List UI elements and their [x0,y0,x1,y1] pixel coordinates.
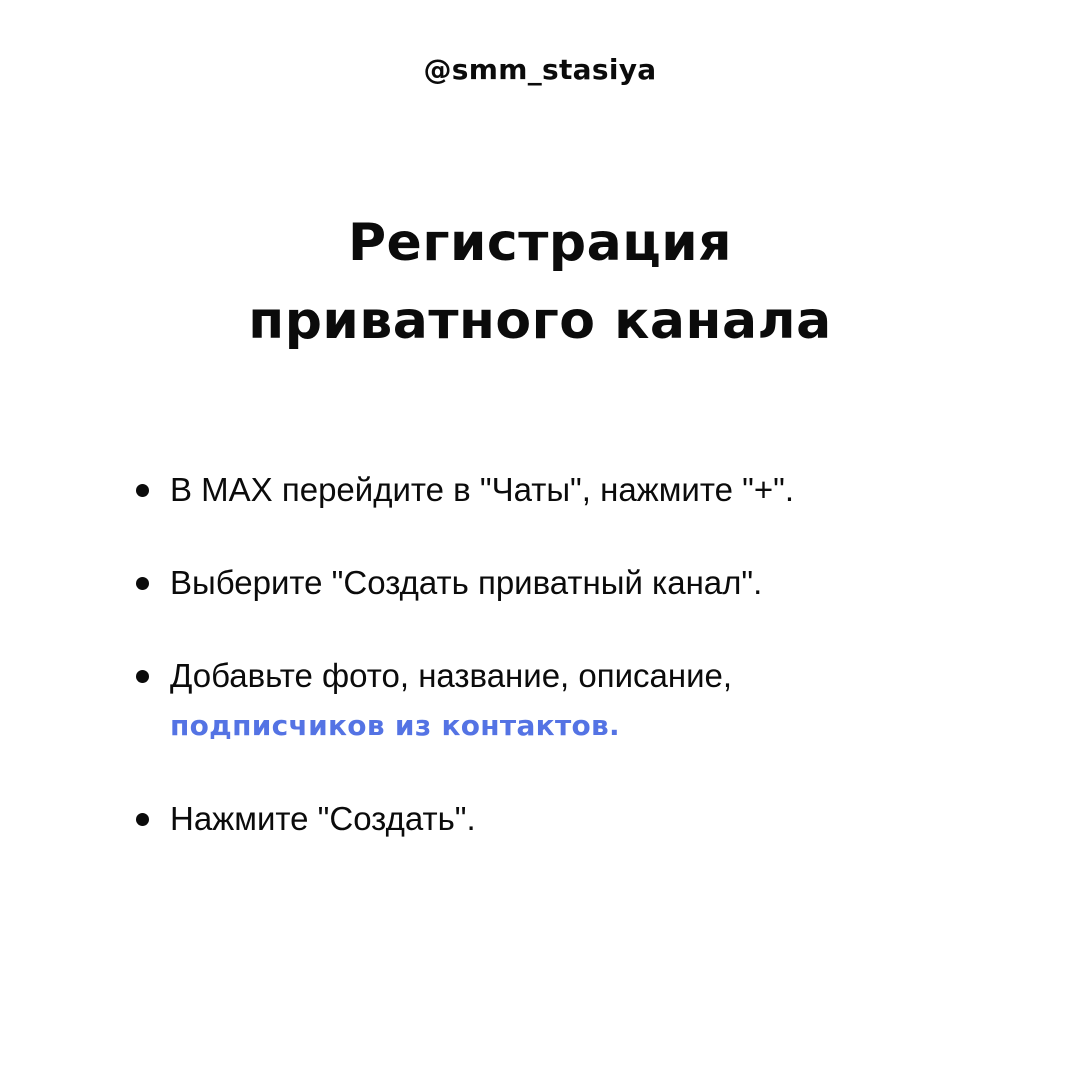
bullet-dot-icon [136,484,149,497]
bullet-dot-icon [136,670,149,683]
list-item [132,795,992,843]
steps-list [132,466,992,843]
title-line-1: Регистрация [347,213,733,273]
step-text: Добавьте фото, название, описание, [170,657,733,694]
step-text: В MAX перейдите в "Чаты", нажмите "+". [170,471,795,508]
bullet-dot-icon [136,577,149,590]
step-highlight: подписчиков из контактов. [170,709,620,742]
step-text: Нажмите "Создать". [170,800,476,837]
list-item [132,652,992,750]
title-line-2: приватного канала [248,291,832,351]
author-handle: @smm_stasiya [423,53,657,86]
bullet-dot-icon [136,813,149,826]
list-item [132,466,992,514]
list-item [132,559,992,607]
page-title [0,204,1080,360]
step-text: Выберите "Создать приватный канал". [170,564,763,601]
